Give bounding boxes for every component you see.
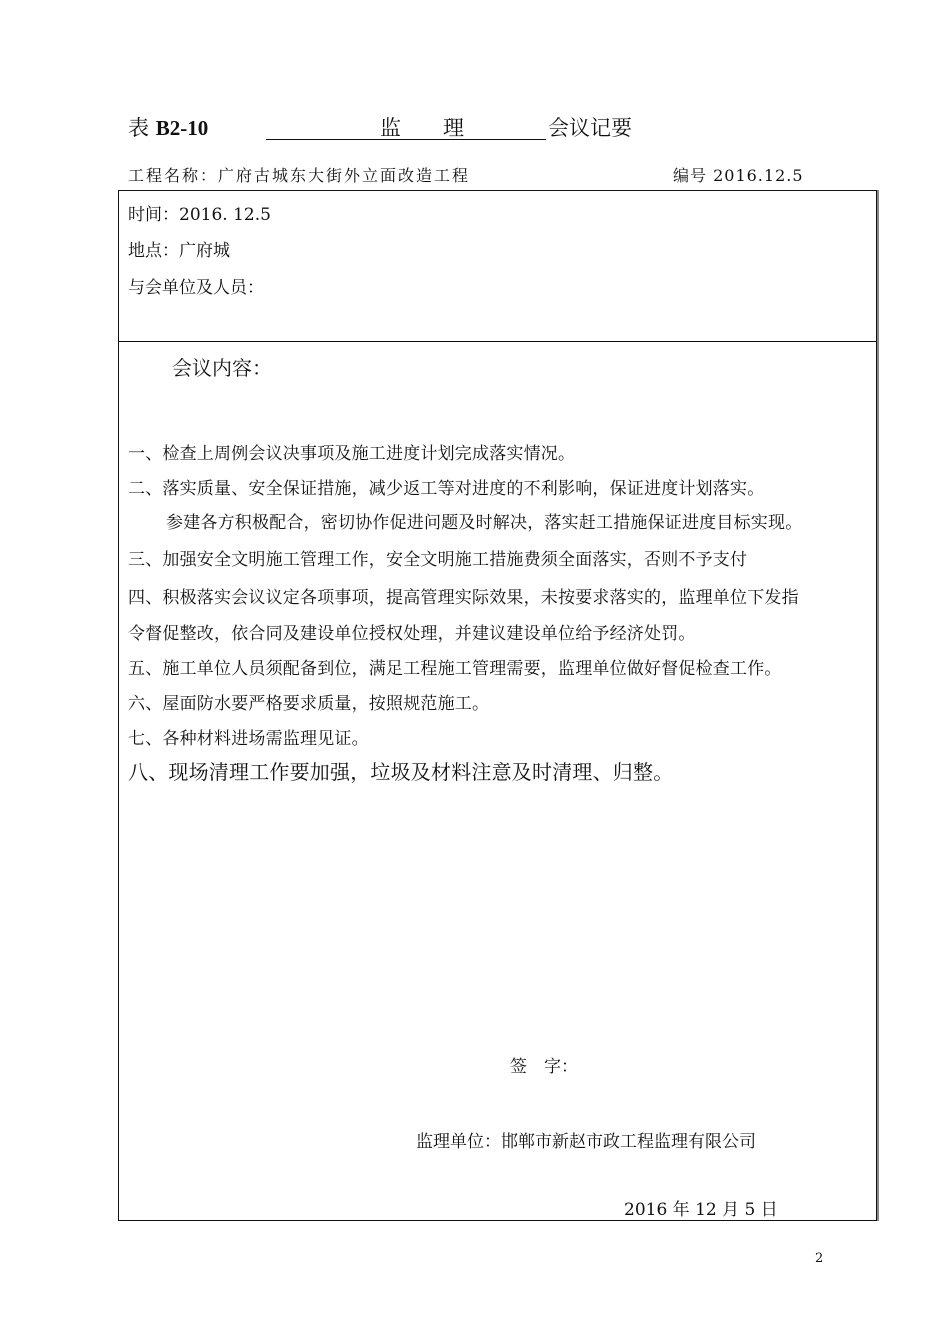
meeting-place: 地点：广府城: [128, 241, 230, 261]
content-item-3: 三、加强安全文明施工管理工作，安全文明施工措施费须全面落实，否则不予支付: [128, 550, 748, 570]
content-item-7: 七、各种材料进场需监理见证。: [128, 729, 369, 749]
supervision-unit: 监理单位：邯郸市新赵市政工程监理有限公司: [416, 1132, 756, 1152]
content-item-6: 六、屋面防水要严格要求质量，按照规范施工。: [128, 694, 490, 714]
page-number: 2: [815, 1251, 824, 1266]
content-item-4-continued: 令督促整改，依合同及建设单位授权处理，并建议建设单位给予经济处罚。: [128, 624, 696, 644]
content-heading: 会议内容：: [172, 356, 272, 380]
table-code-value: B2-10: [155, 116, 209, 140]
table-code-prefix: 表: [128, 116, 149, 140]
document-number: 编号 2016.12.5: [673, 166, 804, 185]
title-underlined: 监 理: [380, 116, 464, 140]
content-item-8: 八、现场清理工作要加强，垃圾及材料注意及时清理、归整。: [128, 760, 674, 784]
meeting-attendees: 与会单位及人员：: [128, 278, 264, 298]
table-shadow: [877, 190, 879, 1221]
table-code: [128, 112, 208, 142]
project-name: 工程名称：广府古城东大街外立面改造工程: [128, 166, 471, 185]
content-item-1: 一、检查上周例会议决事项及施工进度计划完成落实情况。: [128, 444, 576, 464]
title-suffix: 会议记要: [548, 116, 632, 140]
content-item-4: 四、积极落实会议议定各项事项，提高管理实际效果，未按要求落实的，监理单位下发指: [128, 588, 799, 608]
signature-date: 2016 年 12 月 5 日: [624, 1200, 778, 1220]
signature-label: 签 字：: [510, 1057, 578, 1077]
content-item-2: 二、落实质量、安全保证措施，减少返工等对进度的不利影响，保证进度计划落实。: [128, 479, 765, 499]
content-item-2-continued: 参建各方积极配合，密切协作促进问题及时解决，落实赶工措施保证进度目标实现。: [166, 513, 803, 533]
meeting-time: 时间：2016. 12.5: [128, 205, 271, 225]
content-item-5: 五、施工单位人员须配备到位，满足工程施工管理需要，监理单位做好督促检查工作。: [128, 659, 782, 679]
